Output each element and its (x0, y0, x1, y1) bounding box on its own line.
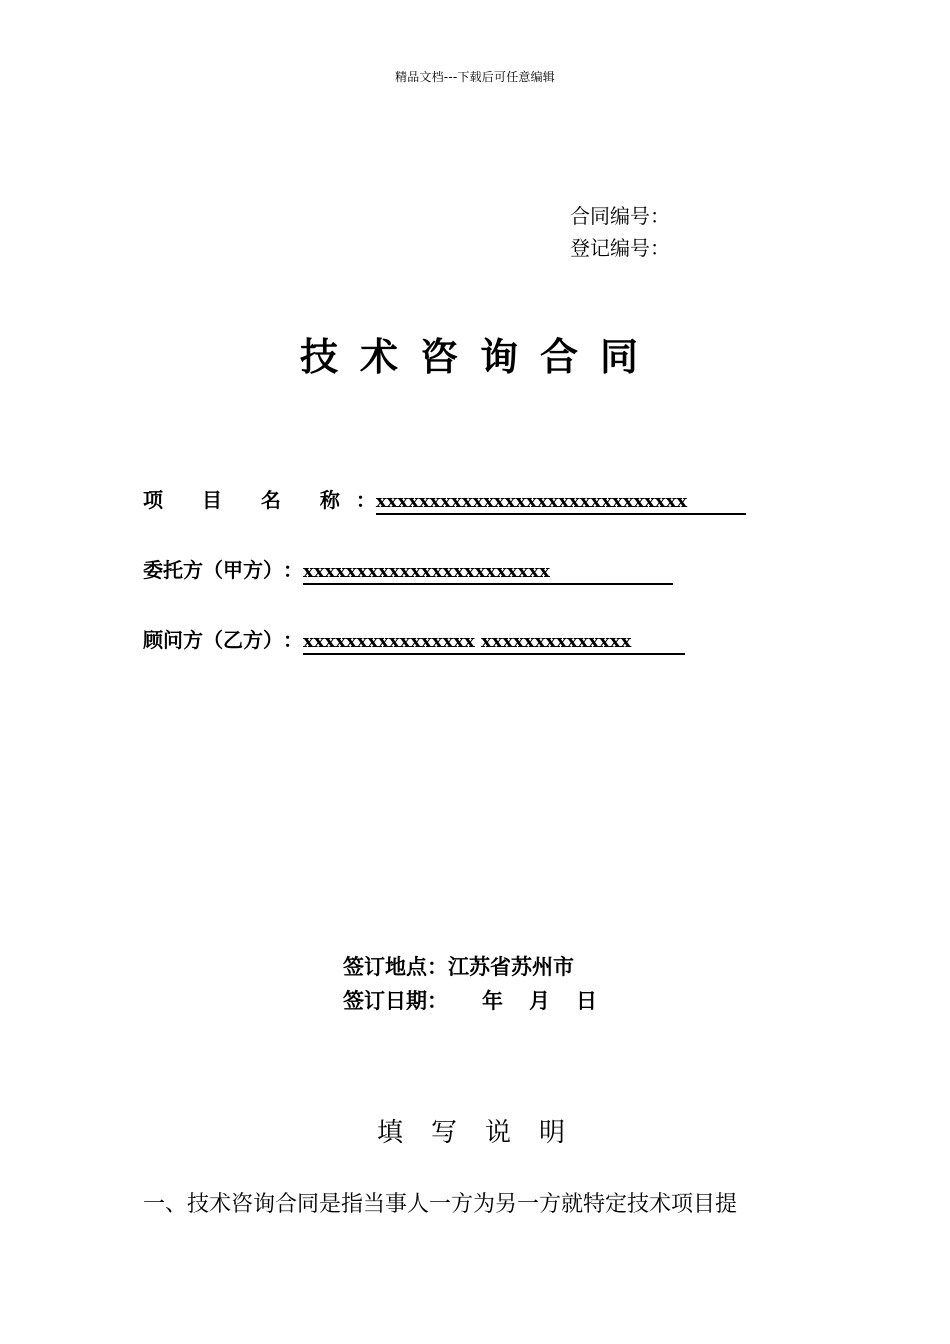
project-name-value: xxxxxxxxxxxxxxxxxxxxxxxxxxxxx (376, 491, 746, 515)
instructions-heading: 填写说明 (376, 1118, 593, 1148)
header-note: 精品文档---下载后可任意编辑 (395, 70, 555, 84)
client-label: 委托方（甲方） (143, 558, 283, 582)
project-name-label: 项 目 名 称 (143, 488, 356, 512)
client-row (143, 554, 673, 585)
signing-block (343, 950, 597, 1018)
signing-day: 日 (576, 989, 597, 1013)
signing-date-label: 签订日期： (343, 989, 448, 1013)
signing-year: 年 (482, 989, 503, 1013)
consultant-value: xxxxxxxxxxxxxxxx xxxxxxxxxxxxxx (303, 631, 685, 655)
signing-date-line (343, 984, 597, 1018)
consultant-row (143, 624, 685, 655)
consultant-label: 顾问方（乙方） (143, 628, 283, 652)
project-name-row (143, 484, 746, 515)
signing-month: 月 (529, 989, 550, 1013)
colon: ： (283, 628, 303, 652)
client-value: xxxxxxxxxxxxxxxxxxxxxxx (303, 561, 673, 585)
signing-place-line (343, 950, 597, 984)
registration-number-label: 登记编号： (570, 236, 670, 260)
contract-number-label: 合同编号： (570, 204, 670, 228)
colon: ： (355, 488, 376, 512)
instructions-paragraph: 一、技术咨询合同是指当事人一方为另一方就特定技术项目提 (143, 1192, 738, 1217)
signing-place-label: 签订地点： (343, 955, 448, 979)
contract-number-block (570, 200, 670, 264)
colon: ： (283, 558, 303, 582)
signing-place-value: 江苏省苏州市 (448, 955, 574, 979)
document-title: 技术咨询合同 (299, 335, 660, 379)
